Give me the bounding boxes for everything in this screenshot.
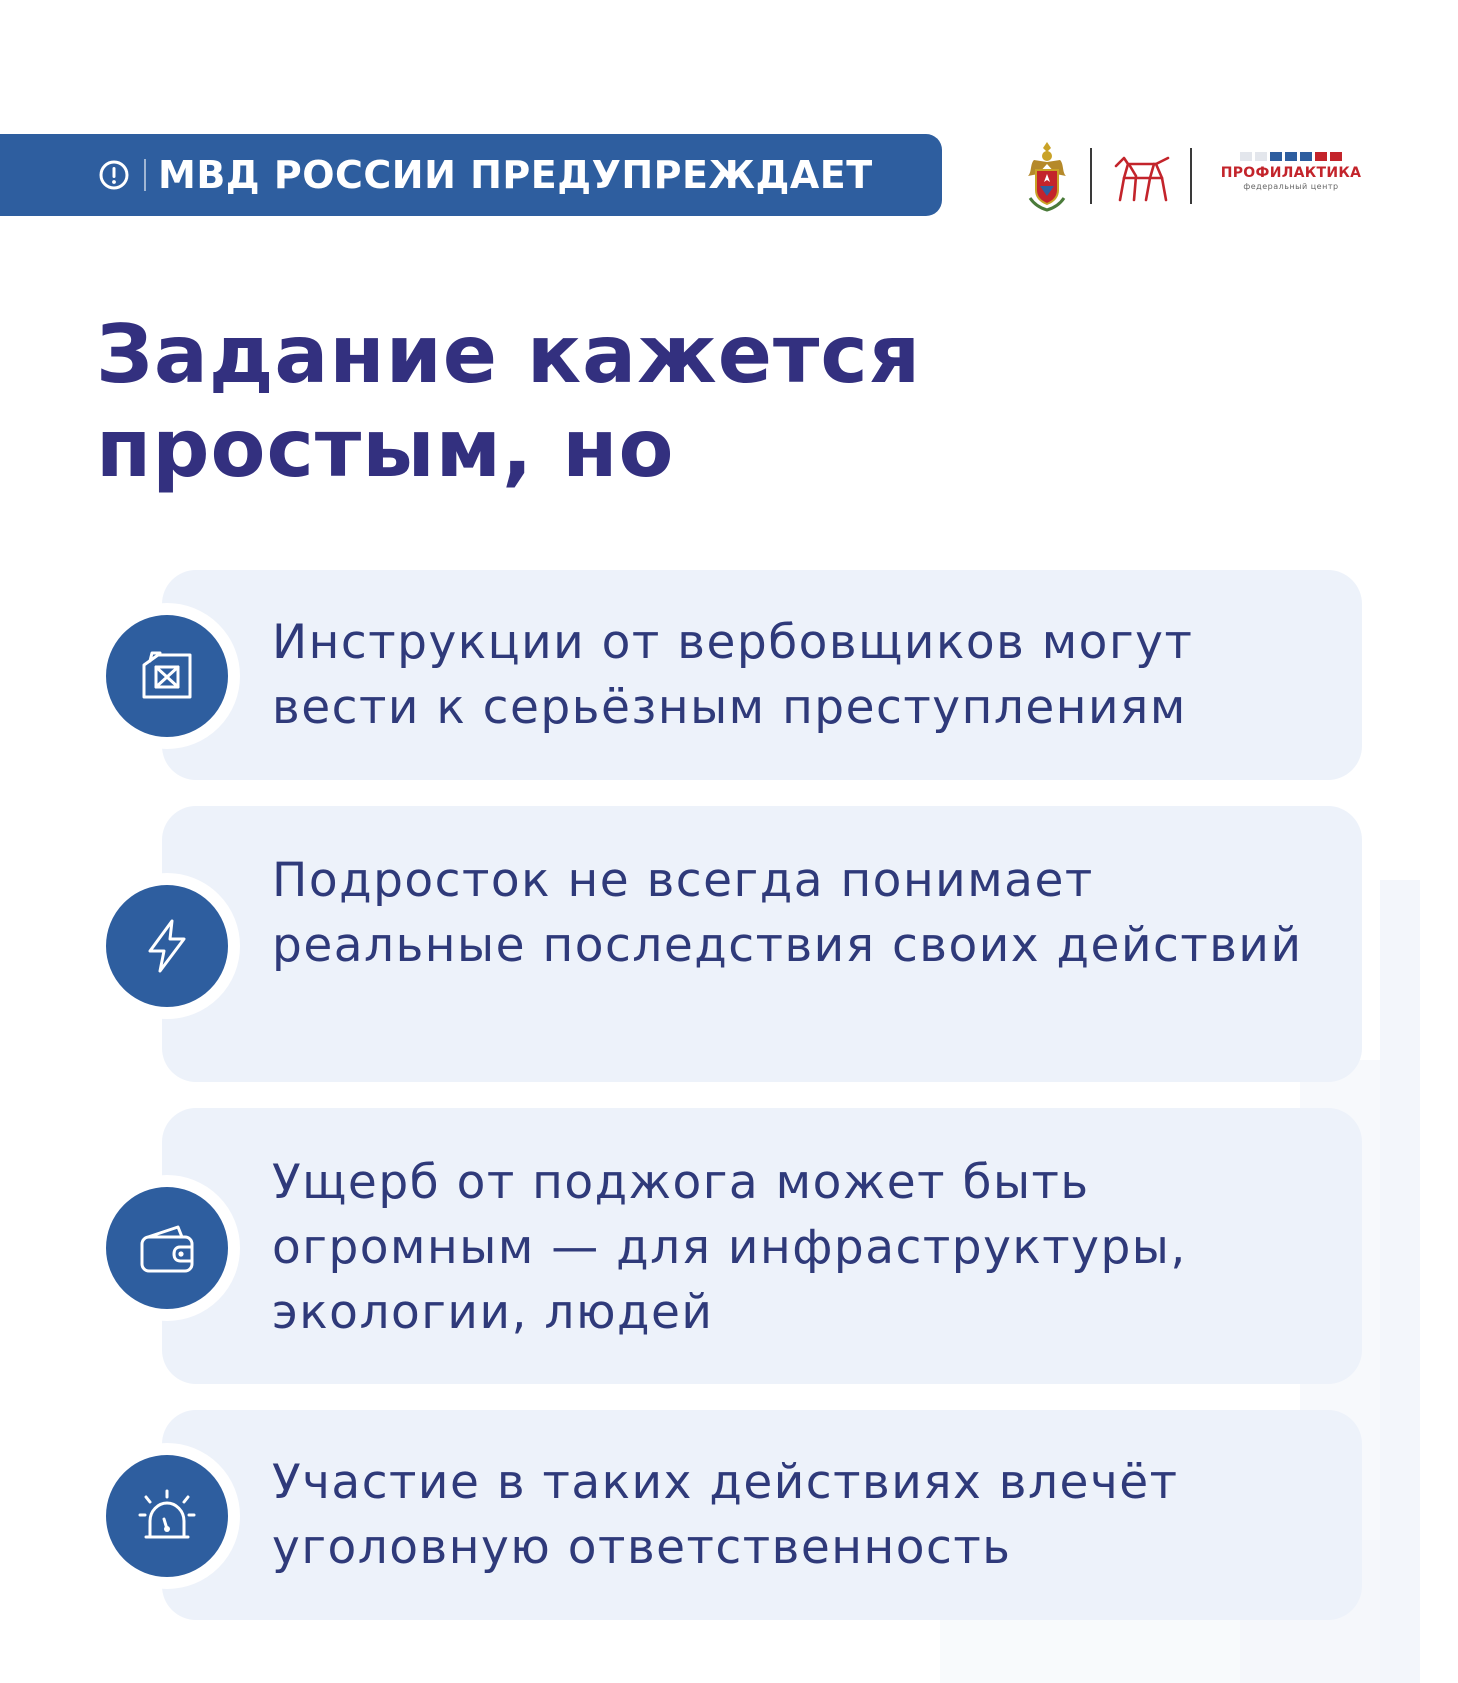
item-icon-circle	[94, 873, 240, 1019]
siren-icon	[134, 1483, 200, 1549]
item-text: Участие в таких действиях влечёт уголовную ответственность	[272, 1455, 1179, 1575]
wallet-icon	[134, 1215, 200, 1281]
flag-squares	[1206, 152, 1376, 161]
profilaktika-subtitle: федеральный центр	[1243, 182, 1339, 191]
item-icon-circle	[94, 1175, 240, 1321]
item-text: Подросток не всегда понимает реальные последствия своих действий	[272, 853, 1303, 973]
item-icon-circle	[94, 603, 240, 749]
logos-group	[1010, 138, 1370, 218]
background-decoration	[1380, 880, 1420, 1683]
horse-logo-icon	[1110, 152, 1174, 204]
logo-separator	[1090, 148, 1092, 204]
banner-text: МВД РОССИИ ПРЕДУПРЕЖДАЕТ	[158, 153, 873, 197]
logo-separator	[1190, 148, 1192, 204]
profilaktika-logo	[1206, 152, 1376, 202]
item-text: Инструкции от вербовщиков могут вести к серьёзным преступлениям	[272, 615, 1194, 735]
page-title: Задание кажется простым, но	[96, 308, 922, 495]
mvd-emblem-icon	[1020, 140, 1074, 212]
lightning-icon	[134, 913, 200, 979]
item-icon-circle	[94, 1443, 240, 1589]
exclamation-circle-icon	[98, 159, 130, 191]
profilaktika-title: ПРОФИЛАКТИКА	[1220, 165, 1362, 181]
canister-icon	[134, 643, 200, 709]
item-text: Ущерб от поджога может быть огромным — для инфраструктуры, экологии, людей	[272, 1155, 1187, 1340]
banner-divider	[144, 159, 146, 191]
warning-banner	[0, 134, 942, 216]
